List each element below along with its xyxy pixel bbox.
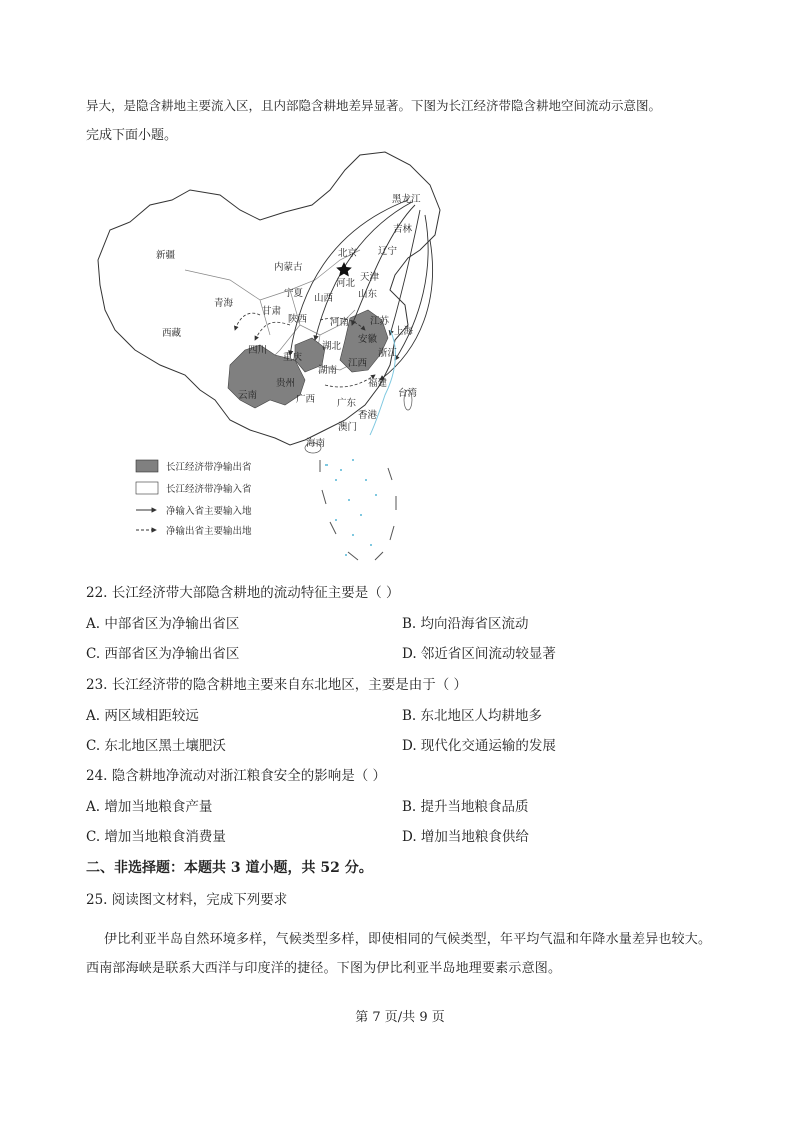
label-tianjin: 天津 [360,272,380,283]
q23-option-c[interactable]: C. 东北地区黑土壤肥沃 [86,738,226,754]
label-hebei: 河北 [336,278,356,289]
label-aomen: 澳门 [338,422,358,433]
legend-swatch-import [136,482,158,494]
label-taiwan: 台湾 [398,388,418,399]
legend-swatch-export [136,460,158,472]
label-shaanxi: 陕西 [288,314,308,325]
nine-dash-line [320,460,396,560]
label-hunan: 湖南 [318,365,338,376]
question-22-stem: 22. 长江经济带大部隐含耕地的流动特征主要是（ ） [86,585,400,601]
q23-option-d[interactable]: D. 现代化交通运输的发展 [402,738,556,754]
intro-line-1: 异大，是隐含耕地主要流入区，且内部隐含耕地差异显著。下图为长江经济带隐含耕地空间流动示意图。 [86,98,662,113]
q25-material-line-2: 西南部海峡是联系大西洋与印度洋的捷径。下图为伊比利亚半岛地理要素示意图。 [86,961,562,976]
q23-option-a[interactable]: A. 两区域相距较远 [86,708,199,724]
q24-option-d[interactable]: D. 增加当地粮食供给 [402,829,529,845]
label-fujian: 福建 [368,378,388,389]
china-outline [98,152,440,445]
intro-line-2: 完成下面小题。 [86,128,178,143]
question-23-stem: 23. 长江经济带的隐含耕地主要来自东北地区，主要是由于（ ） [86,677,468,693]
label-guizhou: 贵州 [276,378,296,389]
q22-option-c[interactable]: C. 西部省区为净输出省区 [86,646,240,662]
q22-option-b[interactable]: B. 均向沿海省区流动 [402,616,529,632]
china-map [90,150,470,580]
label-liaoning: 辽宁 [378,246,398,257]
map-legend [136,460,252,537]
q22-option-d[interactable]: D. 邻近省区间流动较显著 [402,646,556,662]
label-sichuan: 四川 [248,345,268,356]
page-footer: 第 7 页/共 9 页 [355,1010,445,1025]
section-heading: 二、非选择题：本题共 3 道小题，共 52 分。 [86,860,373,876]
label-beijing: 北京 [338,248,358,259]
label-henan: 河南 [330,317,350,328]
label-guangxi: 广西 [296,394,316,405]
label-shanxi: 山西 [314,293,334,304]
label-qinghai: 青海 [214,298,234,309]
q24-option-a[interactable]: A. 增加当地粮食产量 [86,799,213,815]
q24-option-c[interactable]: C. 增加当地粮食消费量 [86,829,226,845]
legend-import: 长江经济带净输入省 [166,484,252,495]
legend-export-destination: 净输出省主要输出地 [166,526,252,537]
label-hubei: 湖北 [322,341,342,352]
label-shandong: 山东 [358,289,378,300]
q25-material-line-1: 伊比利亚半岛自然环境多样，气候类型多样，即使相同的气候类型，年平均气温和年降水量差异也较大。 [104,932,712,947]
label-jiangxi: 江西 [348,358,368,369]
label-jiangsu: 江苏 [370,316,390,327]
south-china-sea-islands [325,460,377,555]
label-guangdong: 广东 [337,398,357,409]
label-shanghai: 上海 [394,326,414,337]
question-24-stem: 24. 隐含耕地净流动对浙江粮食安全的影响是（ ） [86,768,387,784]
q24-option-b[interactable]: B. 提升当地粮食品质 [402,799,529,815]
label-gansu: 甘肃 [262,306,282,317]
label-xinjiang: 新疆 [156,250,176,261]
label-ningxia: 宁夏 [284,288,304,299]
q22-option-a[interactable]: A. 中部省区为净输出省区 [86,616,240,632]
label-zhejiang: 浙江 [378,348,398,359]
label-hainan: 海南 [306,438,326,449]
label-jilin: 吉林 [393,224,413,235]
legend-import-source: 净输入省主要输入地 [166,506,252,517]
legend-export: 长江经济带净输出省 [166,462,252,473]
label-xizang: 西藏 [162,328,182,339]
q23-option-b[interactable]: B. 东北地区人均耕地多 [402,708,543,724]
label-xianggang: 香港 [358,410,378,421]
label-heilongjiang: 黑龙江 [392,194,421,205]
label-neimenggu: 内蒙古 [274,262,303,273]
label-anhui: 安徽 [358,334,378,345]
label-yunnan: 云南 [238,390,258,401]
label-chongqing: 重庆 [283,352,303,363]
question-25-stem: 25. 阅读图文材料，完成下列要求 [86,892,288,908]
